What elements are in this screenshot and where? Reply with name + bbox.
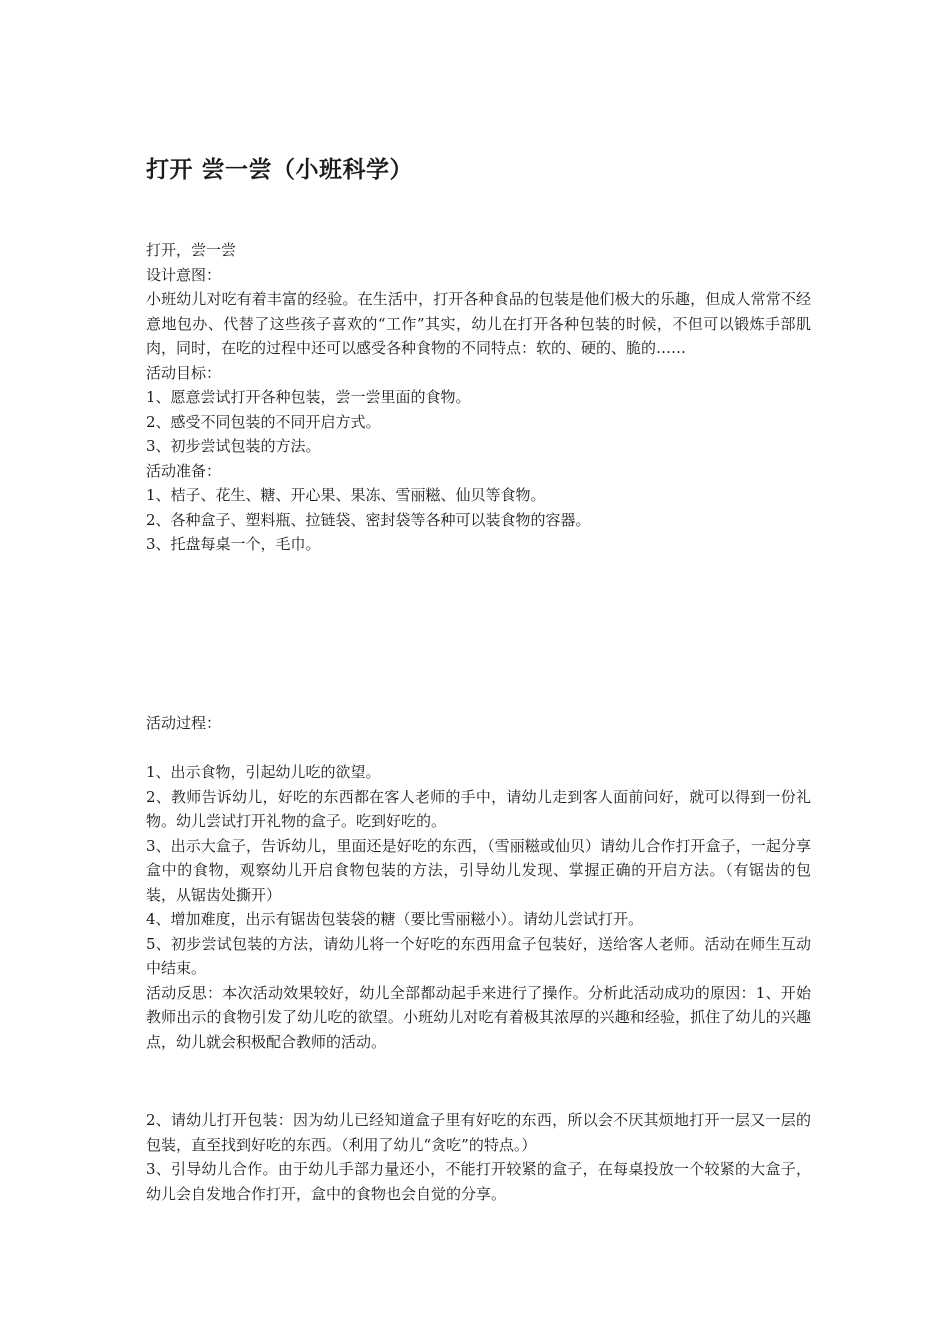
design-intent-paragraph: 小班幼儿对吃有着丰富的经验。在生活中，打开各种食品的包装是他们极大的乐趣，但成人常常不经意地包办、代替了这些孩子喜欢的“工作”其实，幼儿在打开各种包装的时候，不但可以锻炼手部肌肉，同时，在吃的过程中还可以感受各种食物的不同特点：软的、硬的、脆的…… — [146, 290, 811, 357]
preparation-item: 3、托盘每桌一个，毛巾。 — [146, 535, 321, 553]
goal-item: 1、愿意尝试打开各种包装，尝一尝里面的食物。 — [146, 388, 471, 406]
reflection-point: 3、引导幼儿合作。由于幼儿手部力量还小，不能打开较紧的盒子，在每桌投放一个较紧的大盒子，幼儿会自发地合作打开，盒中的食物也会自觉的分享。 — [146, 1160, 811, 1203]
process-step: 3、出示大盒子，告诉幼儿，里面还是好吃的东西，（雪丽糍或仙贝）请幼儿合作打开盒子，一起分享盒中的食物，观察幼儿开启食物包装的方法，引导幼儿发现、掌握正确的开启方法。（有锯齿的包装，从锯齿处撕开） — [146, 836, 811, 904]
process-step: 2、教师告诉幼儿，好吃的东西都在客人老师的手中，请幼儿走到客人面前问好，就可以得到一份礼物。幼儿尝试打开礼物的盒子。吃到好吃的。 — [146, 787, 811, 830]
process-section — [146, 760, 811, 1054]
reflection-paragraph: 活动反思：本次活动效果较好，幼儿全部都动起手来进行了操作。分析此活动成功的原因：1、开始教师出示的食物引发了幼儿吃的欲望。小班幼儿对吃有着极其浓厚的兴趣和经验，抓住了幼儿的兴趣点，幼儿就会积极配合教师的活动。 — [146, 983, 811, 1051]
goals-heading: 活动目标： — [146, 363, 222, 382]
process-step: 1、出示食物，引起幼儿吃的欲望。 — [146, 763, 381, 781]
preparation-item: 2、各种盒子、塑料瓶、拉链袋、密封袋等各种可以装食物的容器。 — [146, 510, 591, 529]
document-title: 打开 尝一尝（小班科学） — [146, 156, 414, 183]
process-heading: 活动过程： — [146, 714, 222, 732]
preparation-heading: 活动准备： — [146, 461, 222, 480]
process-step: 5、初步尝试包装的方法，请幼儿将一个好吃的东西用盒子包装好，送给客人老师。活动在师生互动中结束。 — [146, 934, 811, 977]
process-step: 4、增加难度，出示有锯齿包装袋的糖（要比雪丽糍小）。请幼儿尝试打开。 — [146, 910, 644, 928]
intro-section — [146, 238, 811, 557]
design-intent-heading: 设计意图： — [146, 265, 222, 284]
goal-item: 2、感受不同包装的不同开启方式。 — [146, 412, 381, 431]
preparation-item: 1、桔子、花生、糖、开心果、果冻、雪丽糍、仙贝等食物。 — [146, 486, 546, 504]
process-heading-block — [146, 711, 811, 736]
reflection-section — [146, 1108, 811, 1206]
subtitle-line: 打开，尝一尝 — [146, 241, 237, 259]
reflection-point: 2、请幼儿打开包装：因为幼儿已经知道盒子里有好吃的东西，所以会不厌其烦地打开一层又一层的包装，直至找到好吃的东西。（利用了幼儿“贪吃”的特点。） — [146, 1111, 811, 1154]
goal-item: 3、初步尝试包装的方法。 — [146, 437, 321, 455]
